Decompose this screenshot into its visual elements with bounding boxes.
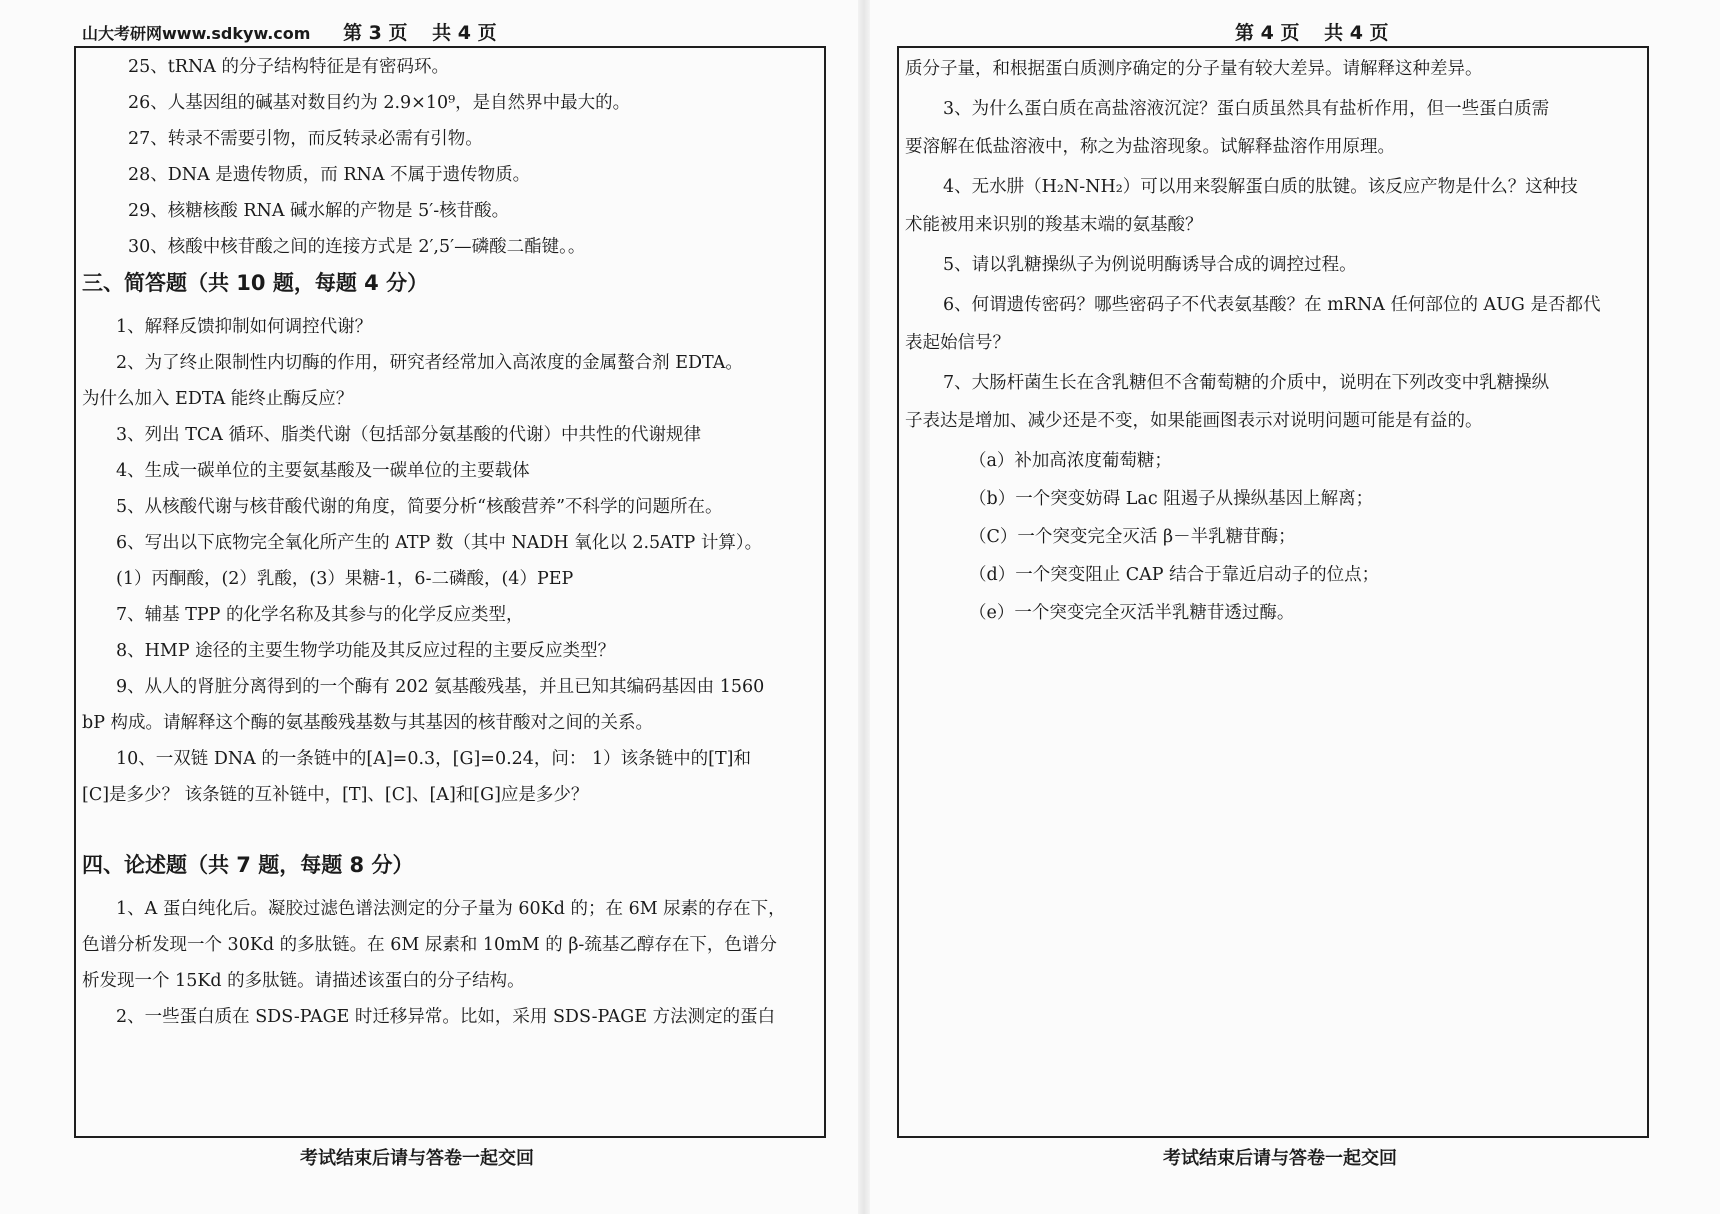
question-line: 25、tRNA 的分子结构特征是有密码环。 [128, 57, 449, 77]
section-heading: 三、简答题（共 10 题，每题 4 分） [82, 271, 429, 295]
page-total: 共 4 页 [1324, 22, 1389, 44]
question-line: 30、核酸中核苷酸之间的连接方式是 2′,5′—磷酸二酯键。。 [128, 237, 586, 257]
question-line: 4、无水肼（H₂N-NH₂）可以用来裂解蛋白质的肽键。该反应产物是什么？这种技 [943, 177, 1578, 197]
question-line: 2、一些蛋白质在 SDS-PAGE 时迁移异常。比如，采用 SDS-PAGE 方法测定的蛋白 [116, 1007, 776, 1027]
option-line: （b）一个突变妨碍 Lac 阻遏子从操纵基因上解离； [969, 489, 1374, 509]
question-line: 5、请以乳糖操纵子为例说明酶诱导合成的调控过程。 [943, 255, 1357, 275]
option-line: （e）一个突变完全灭活半乳糖苷透过酶。 [969, 603, 1295, 623]
question-line: 3、列出 TCA 循环、脂类代谢（包括部分氨基酸的代谢）中共性的代谢规律 [116, 425, 701, 445]
right-page-header [1235, 18, 1389, 45]
question-line: (1）丙酮酸，(2）乳酸，(3）果糖-1，6-二磷酸，(4）PEP [116, 569, 574, 589]
question-line: 4、生成一碳单位的主要氨基酸及一碳单位的主要载体 [116, 461, 530, 481]
question-line: 术能被用来识别的羧基末端的氨基酸？ [905, 215, 1203, 235]
question-line: 1、A 蛋白纯化后。凝胶过滤色谱法测定的分子量为 60Kd 的；在 6M 尿素的存在下， [116, 899, 786, 919]
question-line: 表起始信号？ [905, 333, 1010, 353]
question-line: bP 构成。请解释这个酶的氨基酸残基数与其基因的核苷酸对之间的关系。 [82, 713, 654, 733]
question-line: 子表达是增加、减少还是不变，如果能画图表示对说明问题可能是有益的。 [905, 411, 1483, 431]
right-page-content [899, 48, 1647, 1136]
question-line: 6、写出以下底物完全氧化所产生的 ATP 数（其中 NADH 氧化以 2.5ATP 计算）。 [116, 533, 763, 553]
right-page-frame [897, 46, 1649, 1138]
right-page-footer: 考试结束后请与答卷一起交回 [1163, 1148, 1397, 1169]
page-number: 第 3 页 [343, 22, 408, 44]
question-line: 7、辅基 TPP 的化学名称及其参与的化学反应类型， [116, 605, 524, 625]
question-line: 26、人基因组的碱基对数目约为 2.9×10⁹，是自然界中最大的。 [128, 93, 631, 113]
question-line: 色谱分析发现一个 30Kd 的多肽链。在 6M 尿素和 10mM 的 β-巯基乙醇存在下，色谱分 [82, 935, 777, 955]
question-line: 9、从人的肾脏分离得到的一个酶有 202 氨基酸残基，并且已知其编码基因由 1560 [116, 677, 765, 697]
question-line: 5、从核酸代谢与核苷酸代谢的角度，简要分析“核酸营养”不科学的问题所在。 [116, 497, 723, 517]
question-line: 7、大肠杆菌生长在含乳糖但不含葡萄糖的介质中，说明在下列改变中乳糖操纵 [943, 373, 1550, 393]
site-name: 山大考研网www.sdkyw.com [82, 24, 311, 43]
question-line: 2、为了终止限制性内切酶的作用，研究者经常加入高浓度的金属螯合剂 EDTA。 [116, 353, 743, 373]
question-line: 1、解释反馈抑制如何调控代谢？ [116, 317, 373, 337]
question-line: 10、一双链 DNA 的一条链中的[A]=0.3，[G]=0.24，问： 1）该条链中的[T]和 [116, 749, 751, 769]
left-page-header [82, 18, 497, 45]
question-line: 析发现一个 15Kd 的多肽链。请描述该蛋白的分子结构。 [82, 971, 525, 991]
question-line: 28、DNA 是遗传物质，而 RNA 不属于遗传物质。 [128, 165, 531, 185]
question-line: 6、何谓遗传密码？哪些密码子不代表氨基酸？在 mRNA 任何部位的 AUG 是否都代 [943, 295, 1601, 315]
question-line: 要溶解在低盐溶液中，称之为盐溶现象。试解释盐溶作用原理。 [905, 137, 1395, 157]
left-page-content [76, 48, 824, 1136]
left-page-frame [74, 46, 826, 1138]
option-line: （a）补加高浓度葡萄糖； [969, 451, 1172, 471]
section-heading: 四、论述题（共 7 题，每题 8 分） [82, 853, 414, 877]
question-line: 为什么加入 EDTA 能终止酶反应？ [82, 389, 354, 409]
page-fold [858, 0, 870, 1214]
question-line: 29、核糖核酸 RNA 碱水解的产物是 5′-核苷酸。 [128, 201, 510, 221]
page-total: 共 4 页 [432, 22, 497, 44]
option-line: （d）一个突变阻止 CAP 结合于靠近启动子的位点； [969, 565, 1380, 585]
question-line: 质分子量，和根据蛋白质测序确定的分子量有较大差异。请解释这种差异。 [905, 59, 1483, 79]
question-line: 27、转录不需要引物，而反转录必需有引物。 [128, 129, 483, 149]
option-line: （C）一个突变完全灭活 β－半乳糖苷酶； [969, 527, 1296, 547]
question-line: 3、为什么蛋白质在高盐溶液沉淀？蛋白质虽然具有盐析作用，但一些蛋白质需 [943, 99, 1550, 119]
question-line: [C]是多少？ 该条链的互补链中，[T]、[C]、[A]和[G]应是多少？ [82, 785, 589, 805]
left-page-footer: 考试结束后请与答卷一起交回 [300, 1148, 534, 1169]
page-number: 第 4 页 [1235, 22, 1300, 44]
question-line: 8、HMP 途径的主要生物学功能及其反应过程的主要反应类型？ [116, 641, 616, 661]
